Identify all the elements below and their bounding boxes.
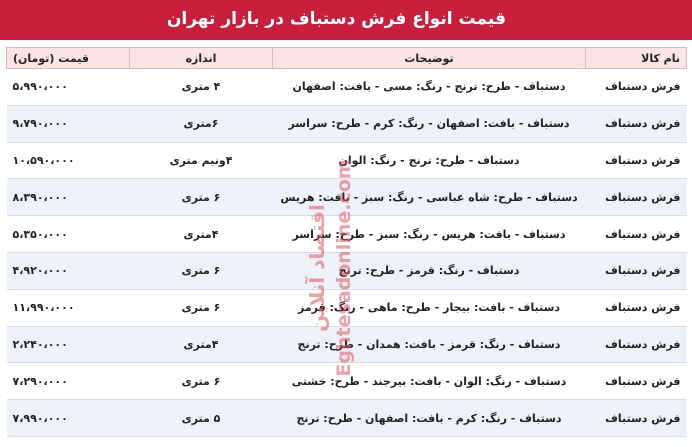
cell-price: ۵،۹۹۰،۰۰۰: [7, 69, 130, 106]
cell-price: ۹،۷۹۰،۰۰۰: [7, 105, 130, 142]
cell-size: ۶متری: [130, 105, 273, 142]
cell-description: دستباف - بافت: اصفهان - رنگ: کرم - طرح: سراسر: [273, 105, 586, 142]
cell-price: ۲،۲۴۰،۰۰۰: [7, 326, 130, 363]
cell-size: ۶ متری: [130, 179, 273, 216]
table-row: [7, 216, 687, 253]
table-row: [7, 179, 687, 216]
cell-size: ۶ متری: [130, 252, 273, 289]
cell-description: دستباف - رنگ: کرم - بافت: اصفهان - طرح: ترنج: [273, 400, 586, 437]
table-row: [7, 142, 687, 179]
cell-size: ۴ونیم متری: [130, 142, 273, 179]
table-row: [7, 289, 687, 326]
cell-name: فرش دستباف: [586, 326, 687, 363]
table-row: [7, 69, 687, 106]
cell-description: دستباف - بافت: بیجار - طرح: ماهی - رنگ: قرمز: [273, 289, 586, 326]
header-size: اندازه: [130, 48, 273, 69]
title-bar: [0, 0, 692, 40]
cell-name: فرش دستباف: [586, 289, 687, 326]
table-row: [7, 326, 687, 363]
cell-description: دستباف - طرح: ترنج - رنگ: مسی - بافت: اصفهان: [273, 69, 586, 106]
cell-price: ۸،۳۹۰،۰۰۰: [7, 179, 130, 216]
table-header-row: [7, 48, 687, 69]
cell-name: فرش دستباف: [586, 252, 687, 289]
cell-size: ۶ متری: [130, 289, 273, 326]
cell-description: دستباف - رنگ: الوان - بافت: بیرجند - طرح: خشتی: [273, 363, 586, 400]
table-row: [7, 105, 687, 142]
cell-price: ۴،۹۲۰،۰۰۰: [7, 252, 130, 289]
cell-size: ۵ متری: [130, 400, 273, 437]
cell-name: فرش دستباف: [586, 400, 687, 437]
header-price: قیمت (تومان): [7, 48, 130, 69]
table-row: [7, 252, 687, 289]
cell-name: فرش دستباف: [586, 142, 687, 179]
cell-name: فرش دستباف: [586, 216, 687, 253]
cell-size: ۶ متری: [130, 363, 273, 400]
price-table: [6, 47, 687, 437]
cell-size: ۴متری: [130, 326, 273, 363]
cell-price: ۵،۳۵۰،۰۰۰: [7, 216, 130, 253]
cell-size: ۴متری: [130, 216, 273, 253]
header-description: توضیحات: [273, 48, 586, 69]
cell-size: ۴ متری: [130, 69, 273, 106]
page-title: قیمت انواع فرش دستباف در بازار تهران: [166, 9, 506, 29]
cell-price: ۷،۲۹۰،۰۰۰: [7, 363, 130, 400]
cell-name: فرش دستباف: [586, 363, 687, 400]
cell-description: دستباف - رنگ: قرمز - طرح: ترنج: [273, 252, 586, 289]
watermark-persian: اقتصاد آنلاین: [305, 204, 329, 332]
header-name: نام کالا: [586, 48, 687, 69]
cell-name: فرش دستباف: [586, 69, 687, 106]
watermark-latin: Eghtesadonline.com: [333, 159, 355, 377]
cell-name: فرش دستباف: [586, 179, 687, 216]
cell-description: دستباف - طرح: ترنج - رنگ: الوان: [273, 142, 586, 179]
table-row: [7, 400, 687, 437]
table-row: [7, 363, 687, 400]
cell-description: دستباف - رنگ: قرمز - بافت: همدان - طرح: ترنج: [273, 326, 586, 363]
cell-name: فرش دستباف: [586, 105, 687, 142]
cell-price: ۱۰،۵۹۰،۰۰۰: [7, 142, 130, 179]
cell-description: دستباف - طرح: شاه عباسی - رنگ: سبز - بافت: هریس: [273, 179, 586, 216]
cell-price: ۷،۹۹۰،۰۰۰: [7, 400, 130, 437]
cell-description: دستباف - بافت: هریس - رنگ: سبز - طرح: سراسر: [273, 216, 586, 253]
cell-price: ۱۱،۹۹۰،۰۰۰: [7, 289, 130, 326]
